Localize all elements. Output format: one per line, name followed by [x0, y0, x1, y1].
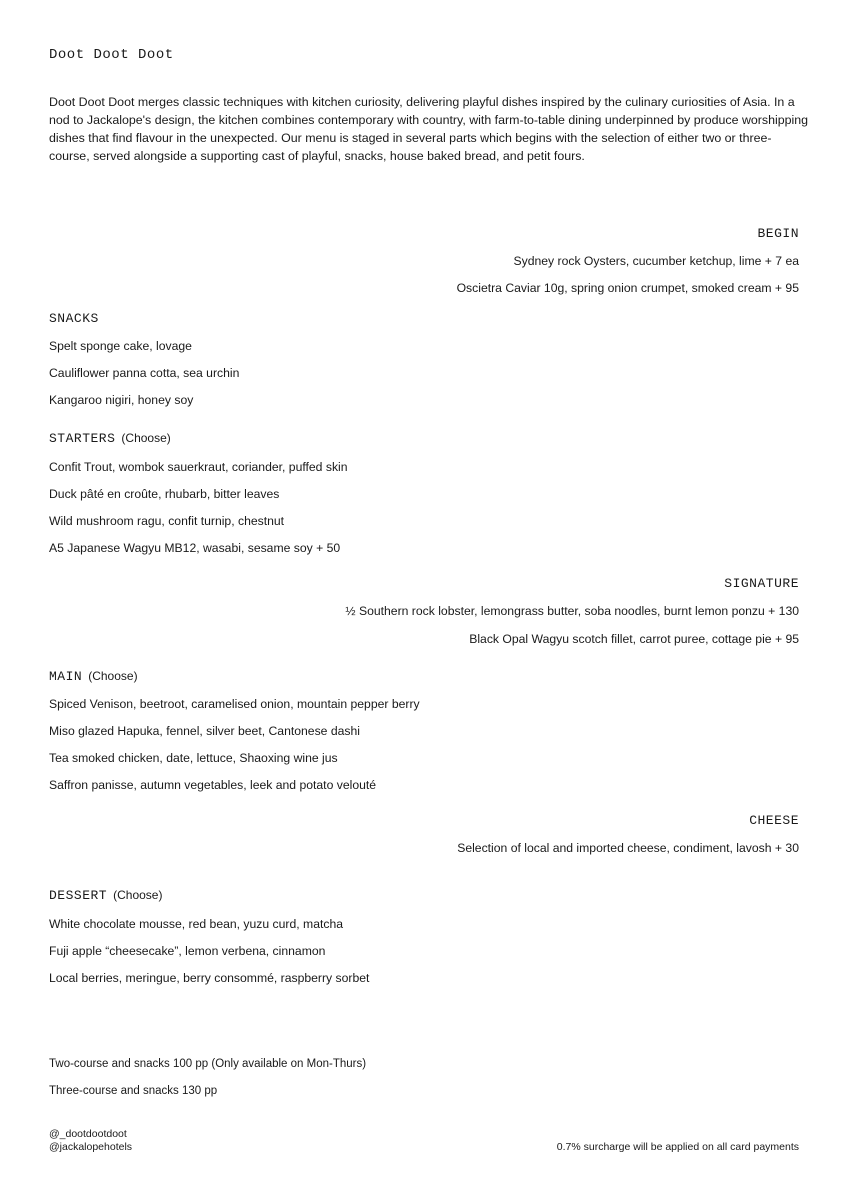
menu-item-main: Tea smoked chicken, date, lettuce, Shaoxing wine jus — [49, 751, 338, 765]
menu-item-starters: A5 Japanese Wagyu MB12, wasabi, sesame soy + 50 — [49, 541, 341, 555]
menu-item-starters: Confit Trout, wombok sauerkraut, coriander, puffed skin — [49, 460, 348, 474]
section-heading-label: DESSERT — [49, 888, 108, 903]
menu-item-signature: ½ Southern rock lobster, lemongrass butter, soba noodles, burnt lemon ponzu + 130 — [345, 604, 799, 618]
menu-item-snacks: Spelt sponge cake, lovage — [49, 339, 192, 353]
section-heading-starters — [49, 431, 171, 446]
menu-item-dessert: Fuji apple “cheesecake”, lemon verbena, cinnamon — [49, 944, 326, 958]
choose-note: (Choose) — [121, 431, 171, 445]
section-heading-signature: SIGNATURE — [724, 576, 799, 591]
intro-paragraph: Doot Doot Doot merges classic techniques with kitchen curiosity, delivering playful dishes inspired by the culinary curiosities of Asia. In a nod to Jackalope's design, the kitchen combines contemporary with country, with farm-to-table dining underpinned by produce worshipping dishes that find flavour in the unexpected. Our menu is staged in several parts which begins with the selection of either two or three-course, served alongside a supporting cast of playful, snacks, house baked bread, and petit fours. — [49, 95, 809, 163]
surcharge-note: 0.7% surcharge will be applied on all card payments — [556, 1141, 799, 1153]
pricing-line: Three-course and snacks 130 pp — [49, 1085, 218, 1097]
section-heading-begin: BEGIN — [757, 226, 799, 241]
menu-item-main: Miso glazed Hapuka, fennel, silver beet, Cantonese dashi — [49, 724, 360, 738]
section-heading-main — [49, 669, 138, 684]
menu-item-dessert: Local berries, meringue, berry consommé, raspberry sorbet — [49, 971, 370, 985]
menu-item-main: Saffron panisse, autumn vegetables, leek and potato velouté — [49, 778, 377, 792]
menu-item-snacks: Cauliflower panna cotta, sea urchin — [49, 366, 240, 380]
choose-note: (Choose) — [113, 888, 163, 902]
menu-item-cheese: Selection of local and imported cheese, condiment, lavosh + 30 — [457, 841, 799, 855]
menu-item-signature: Black Opal Wagyu scotch fillet, carrot puree, cottage pie + 95 — [469, 632, 799, 646]
section-heading-dessert — [49, 888, 162, 903]
menu-item-starters: Duck pâté en croûte, rhubarb, bitter leaves — [49, 487, 280, 501]
menu-item-begin: Oscietra Caviar 10g, spring onion crumpet, smoked cream + 95 — [456, 281, 799, 295]
section-heading-label: MAIN — [49, 669, 83, 684]
choose-note: (Choose) — [88, 669, 138, 683]
section-heading-label: STARTERS — [49, 431, 116, 446]
social-handle[interactable]: @jackalopehotels — [49, 1141, 133, 1153]
menu-item-starters: Wild mushroom ragu, confit turnip, chestnut — [49, 514, 285, 528]
menu-item-snacks: Kangaroo nigiri, honey soy — [49, 393, 194, 407]
menu-item-begin: Sydney rock Oysters, cucumber ketchup, lime + 7 ea — [513, 254, 799, 268]
section-heading-snacks: SNACKS — [49, 311, 99, 326]
restaurant-title: Doot Doot Doot — [49, 47, 174, 63]
menu-item-main: Spiced Venison, beetroot, caramelised onion, mountain pepper berry — [49, 697, 420, 711]
section-heading-cheese: CHEESE — [749, 813, 799, 828]
social-handle[interactable]: @_dootdootdoot — [49, 1128, 127, 1140]
pricing-line: Two-course and snacks 100 pp (Only available on Mon-Thurs) — [49, 1058, 367, 1070]
menu-item-dessert: White chocolate mousse, red bean, yuzu curd, matcha — [49, 917, 344, 931]
